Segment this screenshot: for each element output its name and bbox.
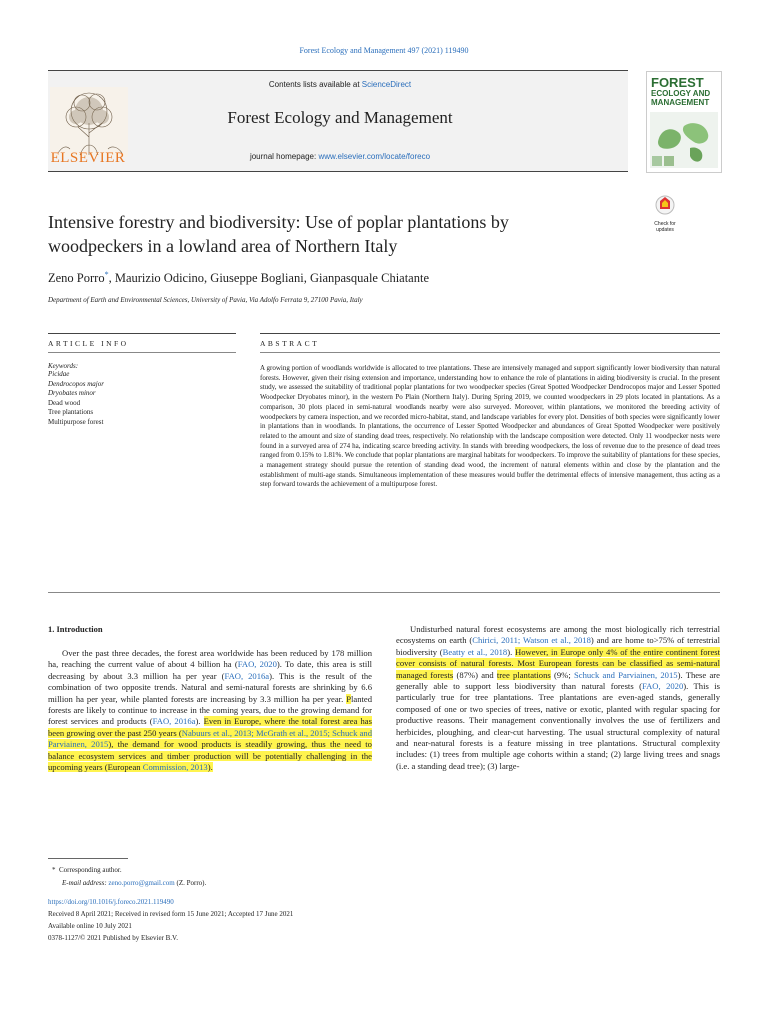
body-text: (9%; [550, 669, 574, 680]
intro-paragraph-1 [48, 648, 372, 773]
intro-left-column [48, 648, 372, 773]
keywords-label: Keywords: [48, 362, 79, 370]
journal-reference[interactable]: Forest Ecology and Management 497 (2021) 119490 [299, 46, 469, 55]
intro-right-column [396, 624, 720, 772]
abstract-bottom-rule [48, 592, 720, 593]
keyword: Dendrocopos major [48, 379, 104, 388]
keyword: Dead wood [48, 398, 81, 407]
email-suffix: (Z. Porro). [176, 879, 207, 887]
journal-title: Forest Ecology and Management [227, 108, 453, 127]
contents-prefix: Contents lists available at [268, 80, 362, 89]
citation-link[interactable]: Nabuurs et al., 2013; McGrath et al., 2015; Schuck and Parviainen, 2015 [48, 727, 372, 750]
body-text: Undisturbed natural forest ecosystems are among the most biologically rich terrestrial ecosystems on earth ( [396, 624, 720, 646]
sciencedirect-link[interactable]: ScienceDirect [361, 80, 412, 89]
article-title: Intensive forestry and biodiversity: Use of poplar plantations by woodpeckers in a lowland area of Northern Italy [48, 212, 509, 256]
citation-link[interactable]: FAO, 2020 [641, 681, 684, 692]
corresponding-label: Corresponding author. [59, 866, 122, 874]
email-label: E-mail address: [62, 879, 107, 887]
email-link[interactable]: zeno.porro@gmail.com [108, 879, 175, 887]
highlighted-text: tree plantations [496, 669, 551, 680]
check-updates-label: Check for updates [654, 221, 676, 233]
keyword: Dryobates minor [48, 389, 96, 397]
citation-link[interactable]: FAO, 2016a [152, 716, 196, 727]
abstract-rule [260, 352, 720, 353]
keywords-block [48, 362, 236, 427]
corresponding-footnote [52, 864, 122, 876]
body-text: ). This is particularly true for tree plantations. Tree plantations are even-aged stands, generally composed of one or two species of trees, native or exotic, planted with regular spacing for productive reasons. Their management conventionally involves the use of fertilizers and herbicides, ploughing, and clear-cut harvesting. The usual structural complexity of natural and near-natural forests is a feature missing in tree plantations. Structural complexity includes: (1) trees from multiple age cohorts within a stand; (2) large living trees and snags (i.e. a standing dead tree); (3) large- [396, 681, 720, 771]
header-bottom-rule [48, 171, 628, 172]
body-text: lanted forests are likely to continue to increase in the coming years, due to the growing demand for forest services and products ( [48, 693, 372, 727]
intro-paragraph-2 [396, 624, 720, 772]
first-author[interactable]: Zeno Porro [48, 271, 105, 286]
corresponding-mark[interactable]: * [104, 270, 109, 279]
affiliation: Department of Earth and Environmental Sciences, University of Pavia, Via Adolfo Ferrata 9, 27100 Pavia, Italy [48, 296, 363, 304]
check-for-updates-badge[interactable] [650, 194, 680, 233]
citation-link[interactable]: Schuck and Parviainen, 2015 [573, 669, 678, 680]
journal-cover[interactable] [646, 71, 722, 173]
body-text: ). This is the result of the combination of two opposite trends. Natural and semi-natural forests are shrinking by 6.6 million ha per year, while planted forests are increasing by 3.3 million ha per year. [48, 670, 372, 704]
citation-link[interactable]: Commission, 2013 [142, 762, 208, 773]
footnote-mark: * [52, 866, 56, 874]
cover-title-line-3: MANAGEMENT [651, 98, 710, 107]
keyword: Multipurpose forest [48, 417, 104, 426]
body-text: Over the past three decades, the forest area worldwide has been reduced by 178 million ha, reaching the current value of about 4 billion ha ( [48, 648, 372, 670]
email-footnote [62, 877, 206, 889]
introduction-heading: 1. Introduction [48, 624, 103, 634]
article-info-top-rule [48, 333, 236, 334]
contents-line [180, 80, 500, 89]
body-text: ). To date, this area is still decreasing by about 3.3 million ha per year ( [48, 659, 372, 681]
cover-title-line-1: FOREST [651, 75, 704, 90]
copyright: 0378-1127/© 2021 Published by Elsevier B.V. [48, 934, 178, 942]
keyword: Tree plantations [48, 408, 94, 416]
cover-globe-image [650, 112, 718, 168]
citation-link[interactable]: Beatty et al., 2018 [442, 646, 508, 657]
cover-title-line-2: ECOLOGY AND [651, 89, 711, 98]
check-updates-icon [650, 194, 680, 216]
body-text: ). These are generally able to support less biodiversity than natural forests ( [396, 669, 720, 692]
footnote-rule [48, 858, 128, 859]
highlighted-text: Even in Europe, where the total forest area has been growing over the past 250 years ( [48, 716, 372, 738]
citation-link[interactable]: FAO, 2016a [224, 670, 270, 681]
homepage-prefix: journal homepage: [249, 152, 319, 161]
highlighted-text: However, in Europe only 4% of the entire continent forest cover consists of natural forests. Most European forests can be classified as semi-natural managed forests [396, 646, 720, 680]
citation-link[interactable]: FAO, 2020 [237, 659, 277, 670]
article-info-heading: ARTICLE INFO [48, 339, 129, 348]
abstract-heading: ABSTRACT [260, 339, 320, 348]
available-online: Available online 10 July 2021 [48, 922, 132, 930]
doi-link[interactable]: https://doi.org/10.1016/j.foreco.2021.119490 [48, 898, 174, 906]
body-text: (87%) and [453, 669, 497, 680]
abstract-text: A growing portion of woodlands worldwide is allocated to tree plantations. These are intensively managed and support significantly lower biodiversity than natural forests. However, given their rising extension and importance, understanding how to enhance the role of plantations in aiding biodiversity is crucial. In the present study, we assessed the suitability of traditional poplar plantations for two woodpecker species (Great Spotted Woodpecker Dendrocopos major and Lesser Spotted Woodpecker Dryobates minor), in the western Po Plain (Northern Italy). During Spring 2019, we counted woodpeckers in 29 plots located in plantations. As a comparison, 30 plots placed in semi-natural woodlands nearby were also surveyed. Moreover, within plantations, we monitored the breeding activity of woodpeckers by camera inspection, and we recorded micro-habitat, stand, and landscape variables for every plot. Densities of both species were significantly lower in plantations than in woodlands. In plantations, the occurrence of Lesser Spotted Woodpecker and abundances of Great Spotted Woodpecker were positively related to the amount and size of standing dead trees, respectively. No relationship with the landscape composition were detected. Only 11 woodpecker nests were found in a surveyed area of 274 ha, indicating scarce breeding activity. In stands with breeding woodpeckers, the loss of revenue due to the presence of dead trees ranged from 0.15% to 1.81%. We conclude that poplar plantations are marginal habitats for woodpeckers. To improve the suitability of plantations for these species, a management strategy should pursue the retention of standing dead wood, the increment of natural elements within and close by the plantation and the establishment of multi-age stands. Simultaneous implementation of these measures would buffer the detrimental effects of intensive management, thus acting as a step forward towards the achievement of a multipurpose forest. [260, 364, 720, 489]
citation-link[interactable]: Chirici, 2011; Watson et al., 2018 [472, 635, 591, 646]
body-text: ). [195, 716, 204, 727]
article-info-rule [48, 352, 236, 353]
highlighted-text: ), the demand for wood products is steadily growing, thus the need to balance ecosystem services and timber production will be potentially challenging in the upcoming years (European [48, 739, 372, 773]
highlighted-text: ). [207, 762, 213, 773]
abstract-top-rule [260, 333, 720, 334]
body-text: ) and are home to>75% of terrestrial biodiversity ( [396, 635, 721, 657]
other-authors: , Maurizio Odicino, Giuseppe Bogliani, Gianpasquale Chiatante [108, 271, 430, 286]
keyword: Picidae [48, 370, 70, 378]
homepage-link[interactable]: www.elsevier.com/locate/foreco [318, 152, 431, 161]
publisher-name[interactable]: ELSEVIER [50, 150, 126, 166]
homepage-line [180, 152, 500, 161]
received-dates: Received 8 April 2021; Received in revised form 15 June 2021; Accepted 17 June 2021 [48, 910, 294, 918]
body-text: ). [507, 646, 515, 657]
author-list [48, 270, 608, 286]
highlighted-text: P [346, 693, 351, 704]
